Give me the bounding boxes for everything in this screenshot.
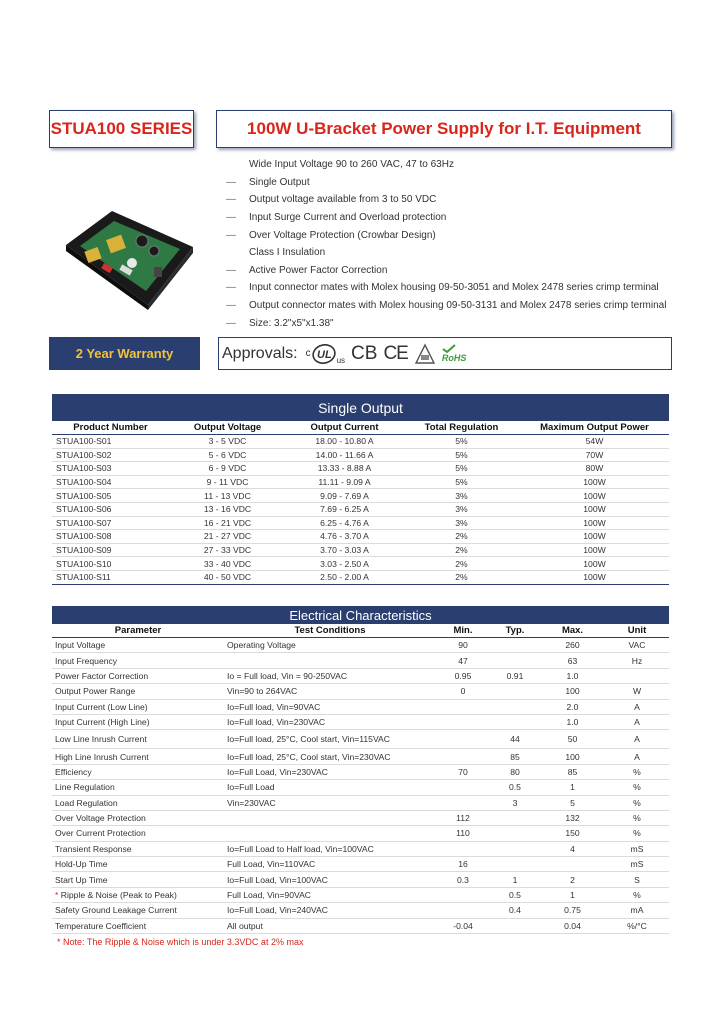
column-header: Output Current: [286, 421, 403, 435]
column-header: Maximum Output Power: [520, 421, 669, 435]
column-header: Parameter: [52, 624, 224, 638]
table-row: STUA100-S02 5 - 6 VDC 14.00 - 11.66 A 5% 70W: [52, 448, 669, 462]
table-row: Hold-Up Time Full Load, Vin=110VAC 16 mS: [52, 857, 669, 872]
tuv-mark-icon: [414, 343, 436, 365]
table-row: Efficiency Io=Full Load, Vin=230VAC 70 80 85 %: [52, 764, 669, 779]
feature-list: [226, 156, 686, 332]
ce-mark-icon: CE: [383, 342, 408, 364]
feature-item: — Input connector mates with Molex housing 09-50-3051 and Molex 2478 series crimp terminal: [226, 282, 659, 294]
column-header: Test Conditions: [224, 624, 436, 638]
table-row: * Ripple & Noise (Peak to Peak) Full Load, Vin=90VAC 0.5 1 %: [52, 887, 669, 902]
product-title: 100W U-Bracket Power Supply for I.T. Equipment: [216, 110, 672, 148]
column-header: Max.: [540, 624, 605, 638]
table-row: Over Voltage Protection 112 132 %: [52, 810, 669, 825]
column-header: Min.: [436, 624, 490, 638]
column-header: Total Regulation: [403, 421, 520, 435]
electrical-table: [52, 606, 669, 934]
electrical-title: Electrical Characteristics: [52, 606, 669, 624]
table-row: High Line Inrush Current Io=Full load, 25°C, Cool start, Vin=230VAC 85 100 A: [52, 749, 669, 764]
feature-item: — Single Output: [226, 176, 310, 188]
table-row: STUA100-S03 6 - 9 VDC 13.33 - 8.88 A 5% 80W: [52, 462, 669, 476]
table-row: STUA100-S10 33 - 40 VDC 3.03 - 2.50 A 2% 100W: [52, 557, 669, 571]
table-row: STUA100-S11 40 - 50 VDC 2.50 - 2.00 A 2% 100W: [52, 570, 669, 584]
table-row: STUA100-S01 3 - 5 VDC 18.00 - 10.80 A 5% 54W: [52, 435, 669, 449]
feature-item: Wide Input Voltage 90 to 260 VAC, 47 to 63Hz: [249, 159, 454, 171]
column-header: Product Number: [52, 421, 169, 435]
feature-item: — Active Power Factor Correction: [226, 264, 388, 276]
table-row: Safety Ground Leakage Current Io=Full Load, Vin=240VAC 0.4 0.75 mA: [52, 903, 669, 918]
table-row: STUA100-S07 16 - 21 VDC 6.25 - 4.76 A 3% 100W: [52, 516, 669, 530]
feature-item: — Size: 3.2"x5"x1.38": [226, 317, 334, 329]
column-header: Unit: [605, 624, 669, 638]
table-row: Temperature Coefficient All output -0.04 0.04 %/°C: [52, 918, 669, 933]
column-header: Output Voltage: [169, 421, 286, 435]
table-row: Low Line Inrush Current Io=Full load, 25°C, Cool start, Vin=115VAC 44 50 A: [52, 730, 669, 749]
table-row: Input Current (Low Line) Io=Full load, Vin=90VAC 2.0 A: [52, 699, 669, 714]
rohs-mark-icon: RoHS: [442, 344, 467, 363]
table-row: STUA100-S06 13 - 16 VDC 7.69 - 6.25 A 3% 100W: [52, 502, 669, 516]
svg-text:UL: UL: [316, 348, 332, 361]
cb-mark-icon: CB: [351, 342, 378, 364]
column-header: Typ.: [490, 624, 540, 638]
table-row: Transient Response Io=Full Load to Half load, Vin=100VAC 4 mS: [52, 841, 669, 856]
table-row: Input Current (High Line) Io=Full load, Vin=230VAC 1.0 A: [52, 714, 669, 729]
single-output-table: [52, 394, 669, 585]
feature-item: — Over Voltage Protection (Crowbar Design): [226, 229, 436, 241]
feature-item: — Output voltage available from 3 to 50 VDC: [226, 194, 437, 206]
table-header-row: [52, 624, 669, 638]
feature-item: — Input Surge Current and Overload protection: [226, 212, 447, 224]
approvals-label: Approvals:: [222, 344, 298, 362]
feature-item: Class I Insulation: [249, 247, 326, 259]
table-row: Line Regulation Io=Full Load 0.5 1 %: [52, 780, 669, 795]
series-title: STUA100 SERIES: [49, 110, 194, 148]
table-row: Power Factor Correction Io = Full load, Vin = 90-250VAC 0.95 0.91 1.0: [52, 668, 669, 683]
table-row: Input Frequency 47 63 Hz: [52, 653, 669, 668]
table-row: Over Current Protection 110 150 %: [52, 826, 669, 841]
feature-item: — Output connector mates with Molex housing 09-50-3131 and Molex 2478 series crimp terminal: [226, 300, 667, 312]
table-row: Input Voltage Operating Voltage 90 260 VAC: [52, 638, 669, 653]
table-row: Start Up Time Io=Full Load, Vin=100VAC 0.3 1 2 S: [52, 872, 669, 887]
table-row: STUA100-S05 11 - 13 VDC 9.09 - 7.69 A 3% 100W: [52, 489, 669, 503]
warranty-badge: 2 Year Warranty: [49, 337, 200, 370]
ul-mark-icon: c UL us: [306, 343, 345, 365]
table-row: Output Power Range Vin=90 to 264VAC 0 100 W: [52, 684, 669, 699]
table-row: STUA100-S08 21 - 27 VDC 4.76 - 3.70 A 2% 100W: [52, 530, 669, 544]
table-header-row: [52, 421, 669, 435]
single-output-title: Single Output: [52, 394, 669, 421]
ripple-note: * Note: The Ripple & Noise which is under 3.3VDC at 2% max: [57, 937, 304, 947]
ripple-asterisk: *: [55, 890, 59, 901]
table-row: STUA100-S04 9 - 11 VDC 11.11 - 9.09 A 5% 100W: [52, 475, 669, 489]
approvals-bar: [218, 337, 672, 370]
table-row: STUA100-S09 27 - 33 VDC 3.70 - 3.03 A 2% 100W: [52, 543, 669, 557]
power-supply-photo: [62, 205, 195, 310]
table-row: Load Regulation Vin=230VAC 3 5 %: [52, 795, 669, 810]
